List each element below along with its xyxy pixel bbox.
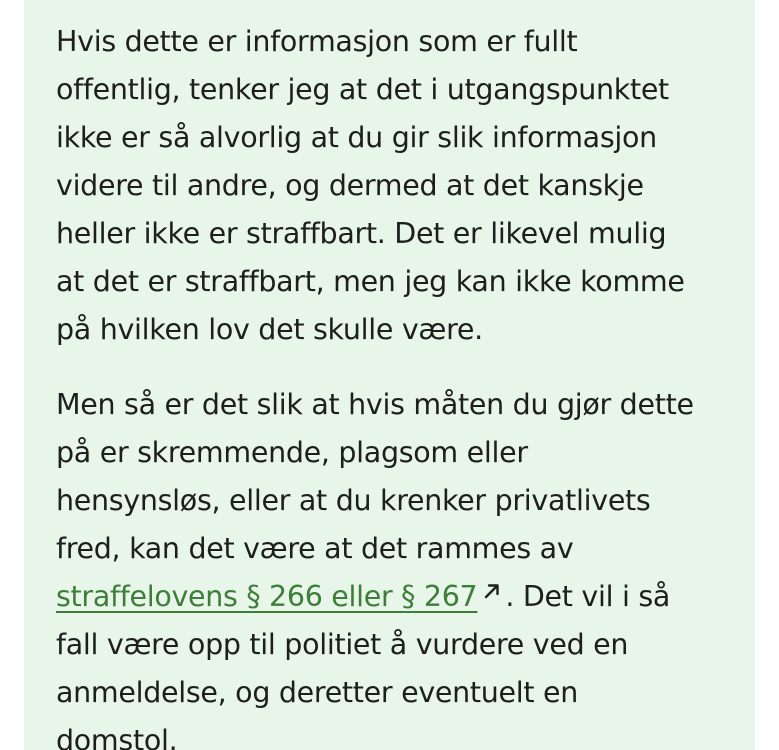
text-line: videre til andre, og dermed at det kanskje [56, 169, 644, 202]
text-line: hensynsløs, eller at du krenker privatlivets [56, 484, 651, 517]
answer-card [24, 0, 755, 750]
text-line: offentlig, tenker jeg at det i utgangspunktet [56, 73, 669, 106]
text-line: heller ikke er straffbart. Det er likevel mulig [56, 217, 667, 250]
text-line: ikke er så alvorlig at du gir slik informasjon [56, 121, 657, 154]
answer-body [56, 18, 746, 750]
text-line: at det er straffbart, men jeg kan ikke komme [56, 265, 685, 298]
text-line-with-link [56, 573, 746, 621]
straffeloven-link[interactable]: straffelovens § 266 eller § 267 [56, 580, 478, 613]
paragraph-2 [56, 381, 746, 750]
text-line: Men så er det slik at hvis måten du gjør dette [56, 388, 694, 421]
text-line: på hvilken lov det skulle være. [56, 313, 483, 346]
text-line: anmeldelse, og deretter eventuelt en [56, 676, 579, 709]
text-line: på er skremmende, plagsom eller [56, 436, 528, 469]
text-line: fall være opp til politiet å vurdere ved en [56, 628, 629, 661]
text-line: domstol. [56, 724, 178, 750]
text-line: Hvis dette er informasjon som er fullt [56, 25, 578, 58]
paragraph-1 [56, 18, 746, 354]
external-link-arrow-icon[interactable] [483, 582, 501, 600]
text-line: fred, kan det være at det rammes av [56, 532, 574, 565]
text-after-link: . Det vil i så [505, 580, 671, 613]
